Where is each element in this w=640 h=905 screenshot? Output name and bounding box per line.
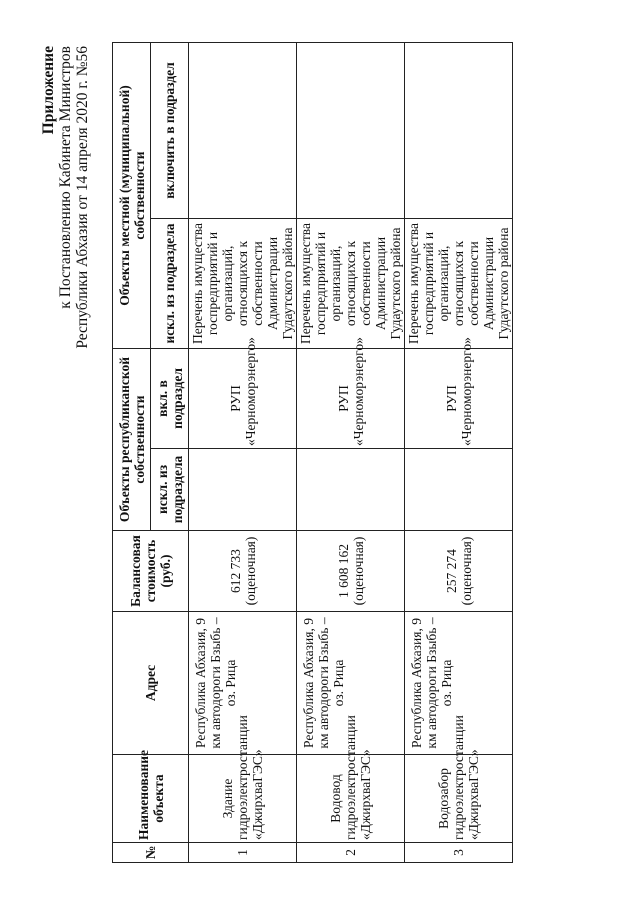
- table-row: [405, 43, 513, 863]
- appendix-title: Приложение: [40, 46, 57, 135]
- header-republic-excl: искл. из подраздела: [151, 449, 189, 531]
- row-local-excl: Перечень имущества госпредприятий и организаций, относящихся к собственности Администрации Гудаутского района: [189, 219, 297, 349]
- row-address: Республика Абхазия, 9 км автодороги Бзыбь – оз. Рица: [297, 612, 405, 755]
- header-address: Адрес: [113, 612, 189, 755]
- table-row: [297, 43, 405, 863]
- row-republic-incl: РУП «Черноморэнерго»: [405, 349, 513, 449]
- value-note: (оценочная): [350, 536, 366, 606]
- row-name: Водозабор гидроэлектростанции «ДжирхваГЭС»: [405, 755, 513, 843]
- header-name: Наименование объекта: [113, 755, 189, 843]
- header-local-incl: включить в подраздел: [151, 43, 189, 219]
- value-amount: 257 274: [443, 549, 459, 593]
- row-local-excl: Перечень имущества госпредприятий и организаций, относящихся к собственности Администрации Гудаутского района: [405, 219, 513, 349]
- row-address: Республика Абхазия, 9 км автодороги Бзыбь – оз. Рица: [189, 612, 297, 755]
- table-row: [189, 43, 297, 863]
- row-name: Водовод гидроэлектростанции «ДжирхваГЭС»: [297, 755, 405, 843]
- header-local-group: Объекты местной (муниципальной) собственности: [113, 43, 151, 349]
- value-note: (оценочная): [458, 536, 474, 606]
- property-table: [112, 42, 513, 863]
- header-republic-group: Объекты республиканской собственности: [113, 349, 151, 531]
- value-amount: 1 608 162: [335, 544, 351, 598]
- header-num: №: [113, 843, 189, 863]
- row-name: Здание гидроэлектростанции «ДжирхваГЭС»: [189, 755, 297, 843]
- row-republic-excl: [189, 449, 297, 531]
- row-local-incl: [405, 43, 513, 219]
- row-republic-incl: РУП «Черноморэнерго»: [189, 349, 297, 449]
- row-num: 1: [189, 843, 297, 863]
- appendix-header: [40, 46, 91, 349]
- row-republic-incl: РУП «Черноморэнерго»: [297, 349, 405, 449]
- row-republic-excl: [405, 449, 513, 531]
- value-note: (оценочная): [242, 536, 258, 606]
- value-amount: 612 733: [227, 549, 243, 593]
- row-address: Республика Абхазия, 9 км автодороги Бзыбь – оз. Рица: [405, 612, 513, 755]
- header-value: Балансовая стоимость (руб.): [113, 531, 189, 612]
- row-local-excl: Перечень имущества госпредприятий и организаций, относящихся к собственности Администрации Гудаутского района: [297, 219, 405, 349]
- row-local-incl: [189, 43, 297, 219]
- row-local-incl: [297, 43, 405, 219]
- appendix-line-2: Республики Абхазия от 14 апреля 2020 г. №56: [74, 46, 91, 349]
- header-local-excl: искл. из подраздела: [151, 219, 189, 349]
- appendix-line-1: к Постановлению Кабинета Министров: [57, 46, 74, 309]
- row-republic-excl: [297, 449, 405, 531]
- row-num: 3: [405, 843, 513, 863]
- row-value: [297, 531, 405, 612]
- row-value: [189, 531, 297, 612]
- row-value: [405, 531, 513, 612]
- row-num: 2: [297, 843, 405, 863]
- header-republic-incl: вкл. в подраздел: [151, 349, 189, 449]
